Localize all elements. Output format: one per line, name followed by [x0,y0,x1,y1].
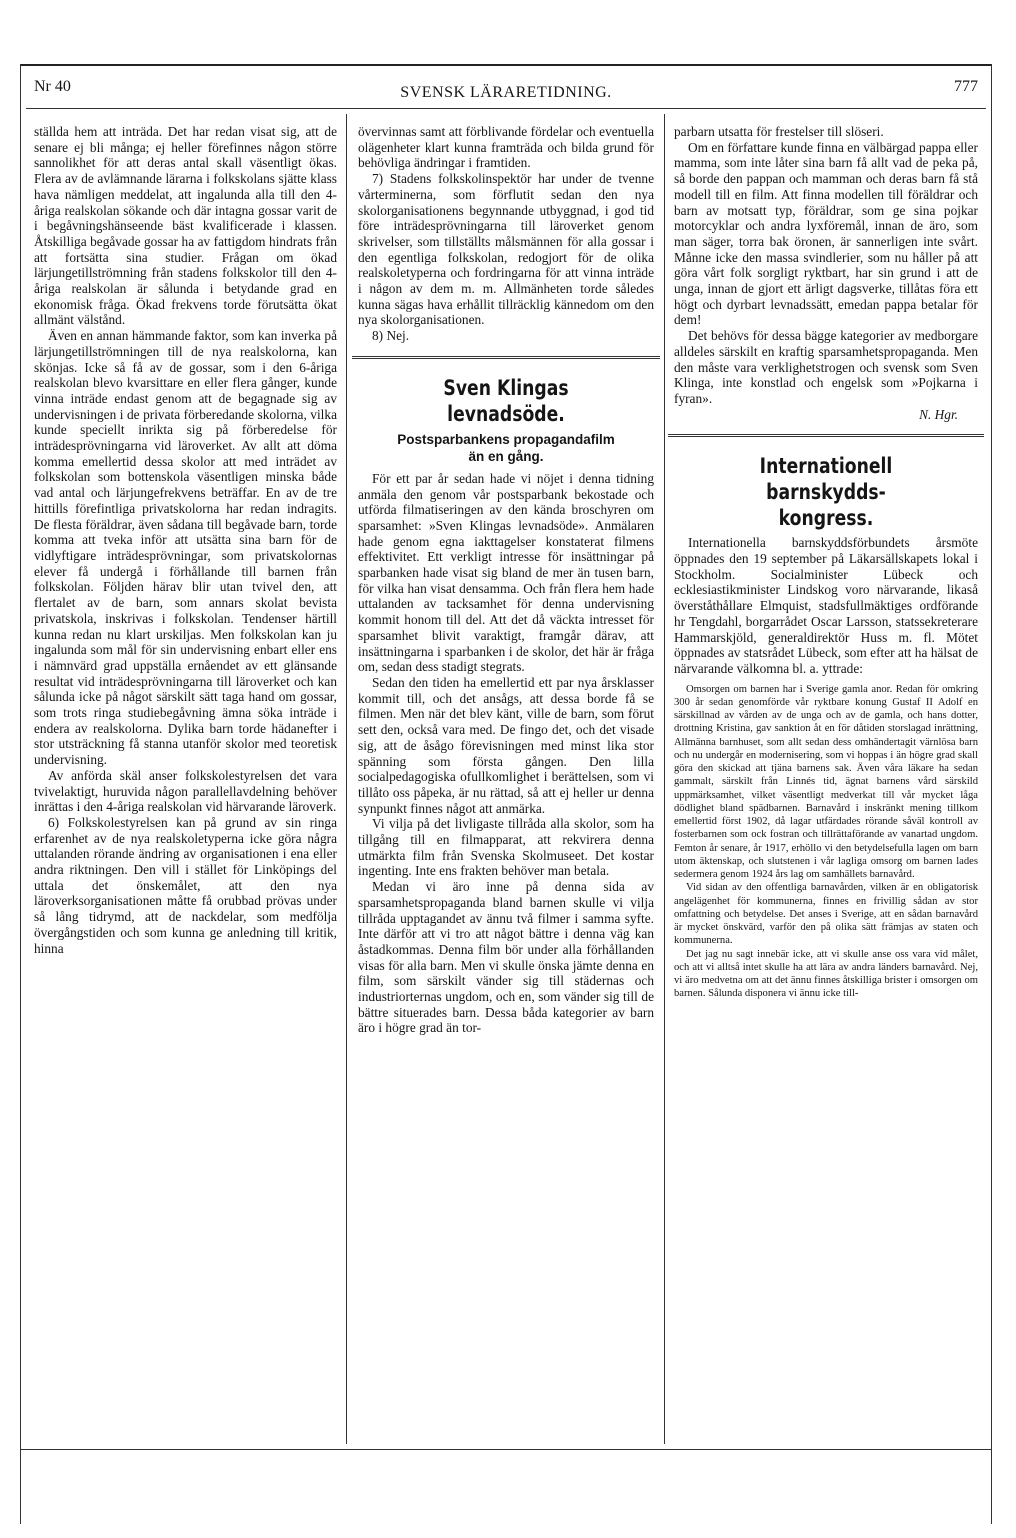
bottom-rule [20,1449,992,1450]
column-separator-2 [664,114,665,1444]
subtitle-line-2: än en gång. [468,448,544,464]
article-divider [352,356,660,359]
article-title: Sven Klingas levnadsöde. [443,375,569,426]
left-border [20,64,21,1524]
paragraph: För ett par år sedan hade vi nöjet i denna tidning anmäla den genom vår postsparbank bekostade och utförda filmatiseringen av den kända broschyren om sparsamhet: »Sven Klingas levnadsöde». Anmälaren hade genom egna iakttagelser konstaterat filmens effektivitet. Ett verkligt intresse för insättningar på sparbanken hade visat sig bland de mer än tusen barn, för vilka han visat densamma. Och från flera hem hade uttalanden av tacksamhet för denna undervisning kommit honom till del. Att det då väckta intresset för sparsamhet blivit varaktigt, framgår därav, att insättningarna i sparbanken i de skolor, det här är fråga om, sedan dess stadigt stegrats. [358,470,654,675]
subtitle-line-1: Postsparbankens propagandafilm [397,431,615,447]
article-divider [668,434,984,437]
paragraph: Även en annan hämmande faktor, som kan inverka på lärjungetillströmningen till de nya realskolorna, kan skönjas. Icke så få av de gossar, som i den 6-åriga realskolan blevo kvarsittare en eller flera gånger, kunde vinna inträde endast genom att de begagnade sig av undervisningen i de privata förberedande skolorna, vilka kunde speciellt inrikta sig på förberedelse för inträdesprövningarna vid läroverket. Av allt att döma komma emellertid dessa skolor att med inträdet av folkskolan som bottenskola väsentligen minska både vad antal och lärjungefrekvens beträffar. En av de tre hittills förefintliga privatskolorna har redan indragits. De flesta föräldrar, även sådana till begåvade barn, torde komma att tveka inför att utsätta sina barn för de vidlyftigare inträdesprövningar, som privatskolornas elever få undergå i förhållande till barnen från folkskolan. Följden härav blir utan tvivel den, att flertalet av de barn, som annars skolat bevista privatskola, inskrivas i folkskolan. Tendenser härtill kunna redan nu klart urskiljas. Men folkskolan kan ju ingalunda som mål för sin undervisning enbart eller ens i nämnvärd grad uppställa ernåendet av ett glänsande resultat vid inträdesprövningarna till läroverket och kan sålunda icke på något särskilt sätt taga hand om gossar, som trots ringa studiebegåvning ämna söka inträde i endera av realskolorna. Dylika barn torde hädanefter i stor utsträckning få stanna utanför skolor med teoretisk undervisning. [34,328,337,768]
newspaper-page [20,64,992,1524]
paragraph: Medan vi äro inne på denna sida av sparsamhetspropaganda bland barnen skulle vi vilja tillråda upptagandet av ännu två filmer i samma syfte. Inte därför att vi tro att något bättre i denna väg kan åstadkommas. Denna film bör under alla förhållanden visas för alla barn. Men vi skulle önska jämte denna en film, som särskilt vänder sig till städernas och industriorternas ungdom, och en, som vänder sig till de bättre situerades barn. Dessa båda kategorier av barn äro i högre grad än tor- [358,879,654,1036]
top-rule [20,64,992,66]
title-line-2: kongress. [778,506,874,531]
paragraph: 7) Stadens folkskolinspektör har under de tvenne vårterminerna, som förflutit sedan den nya skolorganisationens begynnande utbyggnad, i god tid före inträdesprövningarna till läroverket genom skrivelser, som tillställts målsmännen för alla gossar i den egentliga folkskolan, redogjort för de olika realskoletyperna och fordringarna för att vinna inträde i någon av dem m. m. Allmänheten torde således kunna sägas hava erhållit tillräcklig kännedom om den nya skolorganisationen. [358,171,654,328]
paragraph: övervinnas samt att förblivande fördelar och eventuella olägenheter klart kunna framträda och bilda grund för behövliga ändringar i framtiden. [358,124,654,171]
page-number: 777 [954,78,978,95]
paragraph: parbarn utsatta för frestelser till slöseri. [674,124,884,139]
column-2 [358,124,654,1036]
issue-number: Nr 40 [34,78,71,95]
article-subtitle [358,431,654,465]
paragraph: Det behövs för dessa bägge kategorier av medborgare alldeles särskilt en kraftig sparsamhetspropaganda. Men den måste vara verklighetstrogen och svensk som Sven Klinga, inte konstlad och engelsk som »Pojkarna i fyran». [674,328,978,406]
signature: N. Hgr. [919,406,958,422]
speech-excerpt [674,683,978,1001]
paragraph: Vid sidan av den offentliga barnavården, vilken är en obligatorisk angelägenhet för kommunerna, finnes en frivillig sådan av stor omfattning och betydelse. Det anses i Sverige, att en sådan barnavård är mycket önskvärd, varför den på olika sätt främjas av staten och kommunerna. [674,882,978,947]
paragraph: Om en författare kunde finna en välbärgad pappa eller mamma, som inte låter sina barn få allt vad de peka på, så borde den pappan och mamman och deras barn få stå modell till en film. Att finna modellen till föräldrar och barn av motsatt typ, föräldrar, som ge sina pojkar motorcyklar och andra lyxföremål, innan de äro, som man säger, torra bak öronen, är sannerligen inte svårt. Månne icke den massa svindlerier, som nu håller på att göra vårt folk sorgligt ryktbart, har sin grund i att de unga, innan de gjort ett ärligt dagsverke, tillåtas föra ett högt och dyrbart levnadssätt, emedan pappa betalar för dem! [674,139,978,328]
paragraph: Sedan den tiden ha emellertid ett par nya årsklasser kommit till, och det ansågs, att dessa borde få se filmen. Men när det blev känt, ville de barn, som förut sett den, också vara med. De fingo det, och det visade sig, att de åsågo förevisningen med minst lika stor spänning som första gången. Den lilla socialpedagogiska ofullkomlighet i berättelsen, som vi tillåto oss påpeka, är nu rättad, så att ej heller ur denna synpunkt finnes något att anmärka. [358,674,654,816]
paragraph: Omsorgen om barnen har i Sverige gamla anor. Redan för omkring 300 år sedan genomförde vår ryktbare konung Gustaf II Adolf en särskillnad av vården av de unga och av de gamla, och hans dotter, drottning Kristina, gav sanktion åt en för dåtiden storslagad inrättning, Allmänna barnhuset, som allt sedan dess omhändertagit värnlösa barn och nu undergår en modernisering, som vi hoppas i än högre grad skall göra den skickad att tjäna barnens sak. Även våra läkare ha sedan gammalt, särskilt från Linnés tid, ägnat barnens vård särskild uppmärksamhet, vilket väsentligt medverkat till vår mycket låga dödlighet bland spädbarnen. Barnavård i inskränkt mening tillkom emellertid först 1902, då lagar utfärdades rörande såväl kontroll av fosterbarnen som ock fostran och tillrättaförande av vanartad ungdom. Femton år senare, år 1917, erhöllo vi den betydelsefulla lagen om barn utom äktenskap, och slutstenen i vår lagliga omsorg om barnen lades sedermera genom 1924 års lag om samhällets barnavård. [674,683,978,881]
publication-title: SVENSK LÄRARETIDNING. [400,84,612,101]
paragraph: 6) Folkskolestyrelsen kan på grund av sin ringa erfarenhet av de nya realskoletyperna icke göra några uttalanden rörande ändring av organisationen i ena eller andra riktningen. Den vill i stället för Linköpings del uttala det önskemålet, att den nya läroverksorganisationen måtte få orubbad prövas under så lång tidrymd, att de nackdelar, som medfölja övergångstiden och som kunna ge anledning till kritik, hinna [34,814,337,956]
page-header [26,74,986,102]
paragraph: ställda hem att inträda. Det har redan visat sig, att de senare ej bli många; ej heller förefinnes någon större sannolikhet för att deras antal skall väsentligt ökas. Flera av de avlämnande lärarna i folkskolans sjätte klass hava nämligen meddelat, att ingalunda alla till den 4-åriga realskolan sökande och där intagna gossar varit de i begåvningshänseende bäst kvalificerade i klassen. Åtskilliga begåvade gossar ha av fattigdom hindrats från att fortsätta sina studier. Frågan om ökad lärjungetillströmning från stadens folkskolor till den 4-åriga realskolan är sålunda i betydande grad en ekonomisk fråga. Ökad frekvens torde förutsätta ökat allmänt välstånd. [34,124,337,328]
paragraph: Det jag nu sagt innebär icke, att vi skulle anse oss vara vid målet, och att vi alltså intet skulle ha att lära av andra länders barnavård. Nej, vi äro medvetna om att det ännu finnes åtskilliga brister i omsorgen om barnen. Sålunda disponera vi ännu icke till- [674,948,978,1000]
header-rule [26,108,986,109]
column-3 [674,124,978,1001]
right-border [991,64,992,1524]
paragraph: Av anförda skäl anser folkskolestyrelsen det vara tvivelaktigt, huruvida någon parallellavdelning behöver inrättas i den 4-åriga realskolan vid härvarande läroverk. [34,767,337,815]
paragraph: 8) Nej. [372,328,410,344]
article-title [701,453,950,531]
paragraph: Vi vilja på det livligaste tillråda alla skolor, som ha tillgång till en filmapparat, att rekvirera denna utmärkta film från Svenska Skolmuseet. Det kostar ingenting. Inte ens frakten behöver man betala. [358,816,654,879]
paragraph: Internationella barnskyddsförbundets årsmöte öppnades den 19 september på Läkarsällskapets lokal i Stockholm. Socialminister Lübeck och ecklesiastikminister Lindskog voro närvarande, likaså överståthållare Elmquist, stadsfullmäktiges ordförande hr Tengdahl, borgarrådet Oscar Larsson, statssekreterare Hammarskjöld, generaldirektör Huss m. fl. Mötet öppnades av statsrådet Lübeck, som efter att ha hälsat de närvarande välkomna bl. a. yttrade: [674,535,978,676]
column-separator-1 [346,114,347,1444]
column-1 [34,124,337,956]
title-line-1: Internationell barnskydds- [759,454,893,505]
